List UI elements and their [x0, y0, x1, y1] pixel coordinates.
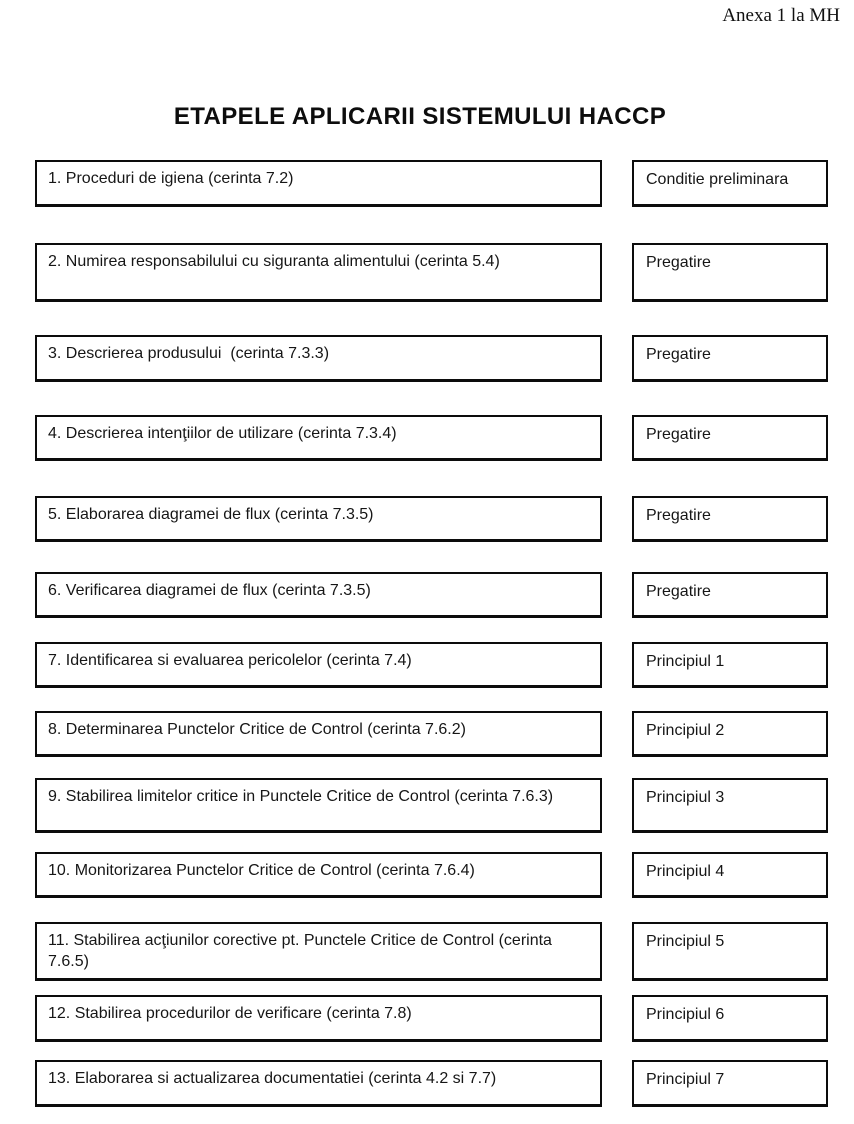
step-label: 2. Numirea responsabilului cu siguranta alimentului (cerinta 5.4) — [48, 253, 500, 270]
phase-label: Principiul 4 — [646, 863, 725, 880]
step-row — [0, 243, 854, 302]
step-box — [35, 572, 602, 618]
step-row — [0, 496, 854, 542]
step-row — [0, 778, 854, 833]
step-label: 12. Stabilirea procedurilor de verificare (cerinta 7.8) — [48, 1005, 412, 1022]
phase-label: Principiul 3 — [646, 789, 725, 806]
phase-box — [632, 335, 828, 382]
step-row — [0, 995, 854, 1042]
step-box — [35, 922, 602, 981]
step-label: 9. Stabilirea limitelor critice in Punctele Critice de Control (cerinta 7.6.3) — [48, 788, 554, 805]
step-row — [0, 335, 854, 382]
step-label: 5. Elaborarea diagramei de flux (cerinta 7.3.5) — [48, 506, 374, 523]
phase-box — [632, 778, 828, 833]
step-label: 4. Descrierea intenţiilor de utilizare (cerinta 7.3.4) — [48, 425, 397, 442]
step-row — [0, 922, 854, 981]
step-label: 13. Elaborarea si actualizarea documentatiei (cerinta 4.2 si 7.7) — [48, 1070, 497, 1087]
step-box — [35, 852, 602, 898]
step-box — [35, 778, 602, 833]
phase-box — [632, 572, 828, 618]
step-box — [35, 415, 602, 461]
step-box — [35, 335, 602, 382]
phase-label: Principiul 5 — [646, 933, 725, 950]
phase-box — [632, 922, 828, 981]
step-label: 3. Descrierea produsului (cerinta 7.3.3) — [48, 345, 330, 362]
step-box — [35, 711, 602, 757]
phase-label: Pregatire — [646, 507, 711, 524]
step-box — [35, 160, 602, 207]
phase-label: Conditie preliminara — [646, 171, 789, 188]
phase-label: Principiul 7 — [646, 1071, 725, 1088]
step-box — [35, 1060, 602, 1107]
phase-label: Pregatire — [646, 254, 711, 271]
step-row — [0, 642, 854, 688]
phase-label: Pregatire — [646, 426, 711, 443]
phase-box — [632, 852, 828, 898]
phase-label: Pregatire — [646, 346, 711, 363]
phase-box — [632, 496, 828, 542]
phase-box — [632, 642, 828, 688]
annex-note: Anexa 1 la MH — [722, 5, 840, 26]
step-label: 6. Verificarea diagramei de flux (cerinta 7.3.5) — [48, 582, 371, 599]
phase-box — [632, 995, 828, 1042]
step-row — [0, 572, 854, 618]
step-box — [35, 496, 602, 542]
page-title: ETAPELE APLICARII SISTEMULUI HACCP — [173, 103, 667, 130]
step-row — [0, 160, 854, 207]
phase-box — [632, 711, 828, 757]
step-label: 11. Stabilirea acţiunilor corective pt. Punctele Critice de Control (cerinta 7.6.5) — [48, 932, 557, 970]
step-label: 10. Monitorizarea Punctelor Critice de Control (cerinta 7.6.4) — [48, 862, 475, 879]
phase-box — [632, 243, 828, 302]
step-box — [35, 642, 602, 688]
step-label: 1. Proceduri de igiena (cerinta 7.2) — [48, 170, 294, 187]
phase-label: Principiul 2 — [646, 722, 725, 739]
phase-label: Principiul 6 — [646, 1006, 725, 1023]
step-box — [35, 995, 602, 1042]
step-row — [0, 711, 854, 757]
phase-box — [632, 1060, 828, 1107]
step-row — [0, 415, 854, 461]
step-box — [35, 243, 602, 302]
phase-label: Pregatire — [646, 583, 711, 600]
step-label: 8. Determinarea Punctelor Critice de Control (cerinta 7.6.2) — [48, 721, 466, 738]
step-row — [0, 852, 854, 898]
phase-box — [632, 415, 828, 461]
step-row — [0, 1060, 854, 1107]
step-label: 7. Identificarea si evaluarea pericolelor (cerinta 7.4) — [48, 652, 412, 669]
phase-label: Principiul 1 — [646, 653, 725, 670]
phase-box — [632, 160, 828, 207]
